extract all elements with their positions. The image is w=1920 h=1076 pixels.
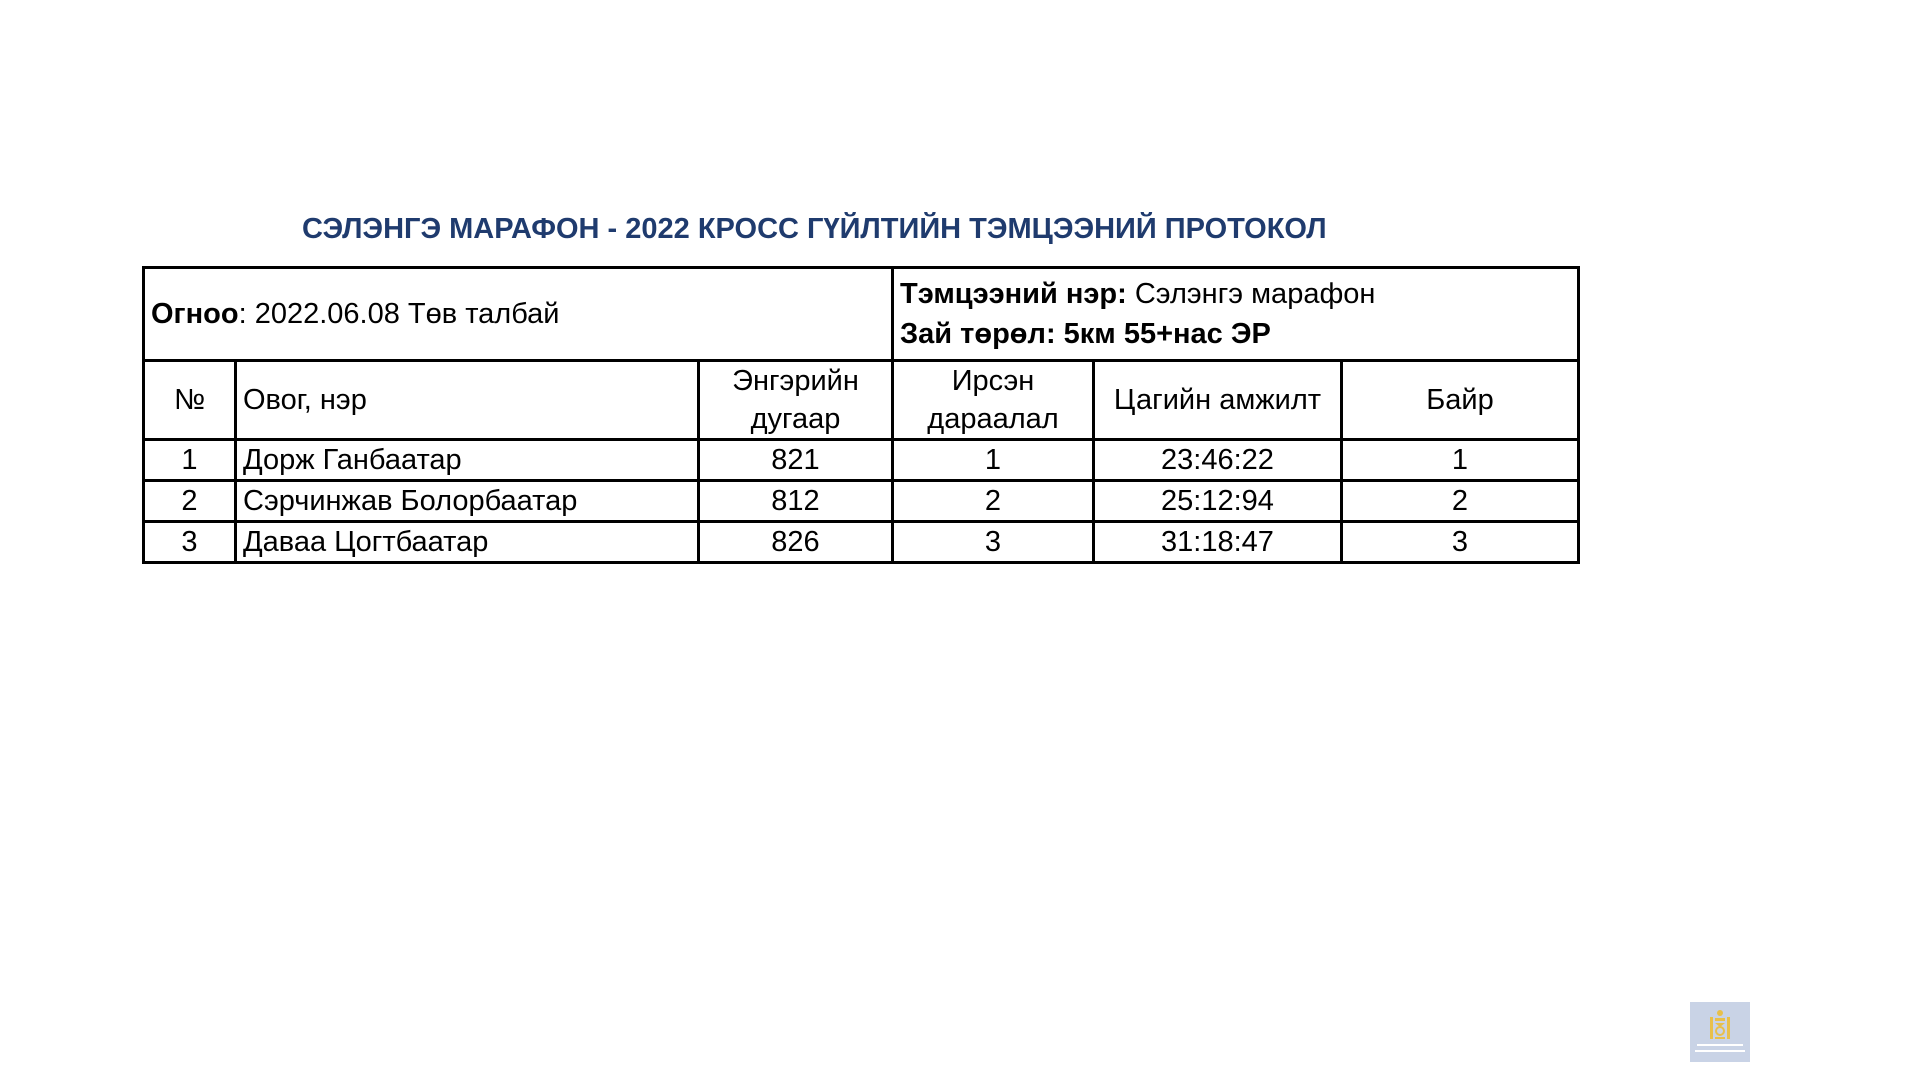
cell-place: 2 bbox=[1342, 481, 1579, 522]
cell-time: 23:46:22 bbox=[1094, 440, 1342, 481]
protocol-table bbox=[142, 266, 1580, 564]
event-name-value: Сэлэнгэ марафон bbox=[1126, 278, 1376, 310]
date-label: Огноо bbox=[151, 298, 239, 330]
cell-number: 2 bbox=[144, 481, 236, 522]
cell-name: Сэрчинжав Болорбаатар bbox=[236, 481, 699, 522]
table-row bbox=[144, 440, 1579, 481]
logo-caption bbox=[1691, 1042, 1749, 1056]
info-row bbox=[144, 268, 1579, 361]
soyombo-emblem-icon bbox=[1707, 1008, 1733, 1042]
cell-bib: 812 bbox=[699, 481, 893, 522]
cell-number: 1 bbox=[144, 440, 236, 481]
cell-time: 25:12:94 bbox=[1094, 481, 1342, 522]
cell-finish-order: 2 bbox=[893, 481, 1094, 522]
date-value: : 2022.06.08 Төв талбай bbox=[238, 298, 560, 330]
cell-time: 31:18:47 bbox=[1094, 522, 1342, 563]
col-header-time: Цагийн амжилт bbox=[1094, 361, 1342, 440]
cell-finish-order: 1 bbox=[893, 440, 1094, 481]
cell-number: 3 bbox=[144, 522, 236, 563]
date-cell bbox=[144, 268, 893, 361]
col-header-place: Байр bbox=[1342, 361, 1579, 440]
col-header-finish-order bbox=[893, 361, 1094, 440]
cell-place: 3 bbox=[1342, 522, 1579, 563]
table-row bbox=[144, 481, 1579, 522]
col-header-finish-order-label: Ирсэн дараалал bbox=[927, 365, 1059, 435]
table-row bbox=[144, 522, 1579, 563]
event-info-cell bbox=[893, 268, 1579, 361]
col-header-name: Овог, нэр bbox=[236, 361, 699, 440]
cell-name: Даваа Цогтбаатар bbox=[236, 522, 699, 563]
government-logo bbox=[1690, 1002, 1750, 1062]
cell-bib: 826 bbox=[699, 522, 893, 563]
document-title: СЭЛЭНГЭ МАРАФОН - 2022 КРОСС ГҮЙЛТИЙН ТЭМЦЭЭНИЙ ПРОТОКОЛ bbox=[302, 213, 1327, 245]
cell-bib: 821 bbox=[699, 440, 893, 481]
cell-place: 1 bbox=[1342, 440, 1579, 481]
col-header-bib bbox=[699, 361, 893, 440]
cell-name: Дорж Ганбаатар bbox=[236, 440, 699, 481]
col-header-bib-label: Энгэрийн дугаар bbox=[732, 365, 859, 435]
col-header-number: № bbox=[144, 361, 236, 440]
event-name-label: Тэмцээний нэр: bbox=[900, 278, 1127, 310]
cell-finish-order: 3 bbox=[893, 522, 1094, 563]
distance-category: Зай төрөл: 5км 55+нас ЭР bbox=[900, 318, 1271, 350]
column-header-row bbox=[144, 361, 1579, 440]
